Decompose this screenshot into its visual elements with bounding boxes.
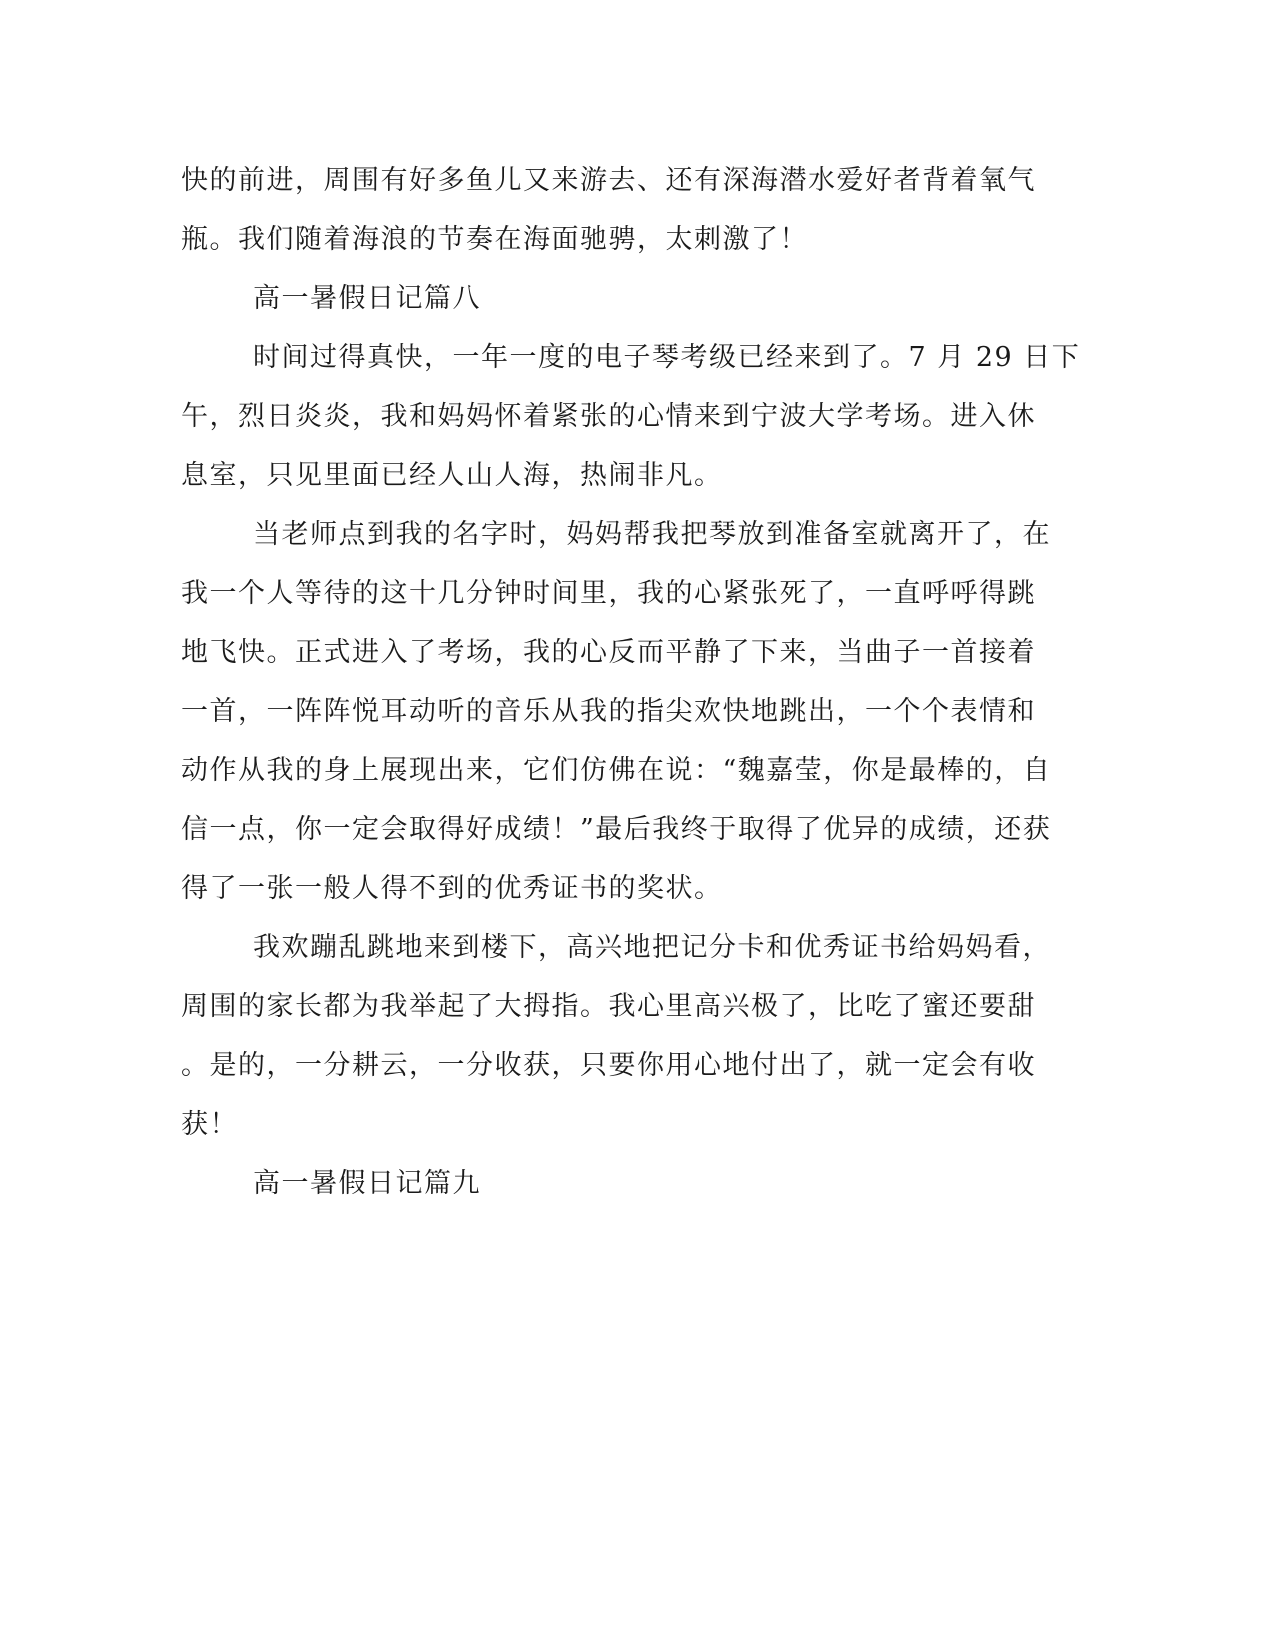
text-line: 。是的，一分耕云，一分收获，只要你用心地付出了，就一定会有收 [181,1050,1036,1081]
text-line: 瓶。我们随着海浪的节奏在海面驰骋，太刺激了！ [181,224,808,255]
section-heading: 高一暑假日记篇九 [253,1168,481,1199]
text-line: 息室，只见里面已经人山人海，热闹非凡。 [181,460,723,491]
text-line: 得了一张一般人得不到的优秀证书的奖状。 [181,873,723,904]
text-line: 动作从我的身上展现出来，它们仿佛在说：“魏嘉莹，你是最棒的，自 [181,755,1052,786]
text-line: 我一个人等待的这十几分钟时间里，我的心紧张死了，一直呼呼得跳 [181,578,1036,609]
section-heading: 高一暑假日记篇八 [253,283,481,314]
text-line: 地飞快。正式进入了考场，我的心反而平静了下来，当曲子一首接着 [181,637,1036,668]
text-line: 信一点，你一定会取得好成绩！”最后我终于取得了优异的成绩，还获 [181,814,1052,845]
text-line: 快的前进，周围有好多鱼儿又来游去、还有深海潜水爱好者背着氧气 [181,165,1036,196]
text-line: 一首，一阵阵悦耳动听的音乐从我的指尖欢快地跳出，一个个表情和 [181,696,1036,727]
text-line: 获！ [181,1109,238,1140]
text-line: 当老师点到我的名字时，妈妈帮我把琴放到准备室就离开了，在 [253,519,1051,550]
text-line: 我欢蹦乱跳地来到楼下，高兴地把记分卡和优秀证书给妈妈看， [253,932,1051,963]
text-line: 时间过得真快，一年一度的电子琴考级已经来到了。7 月 29 日下 [253,342,1081,373]
text-line: 午，烈日炎炎，我和妈妈怀着紧张的心情来到宁波大学考场。进入休 [181,401,1036,432]
text-line: 周围的家长都为我举起了大拇指。我心里高兴极了，比吃了蜜还要甜 [181,991,1036,1022]
